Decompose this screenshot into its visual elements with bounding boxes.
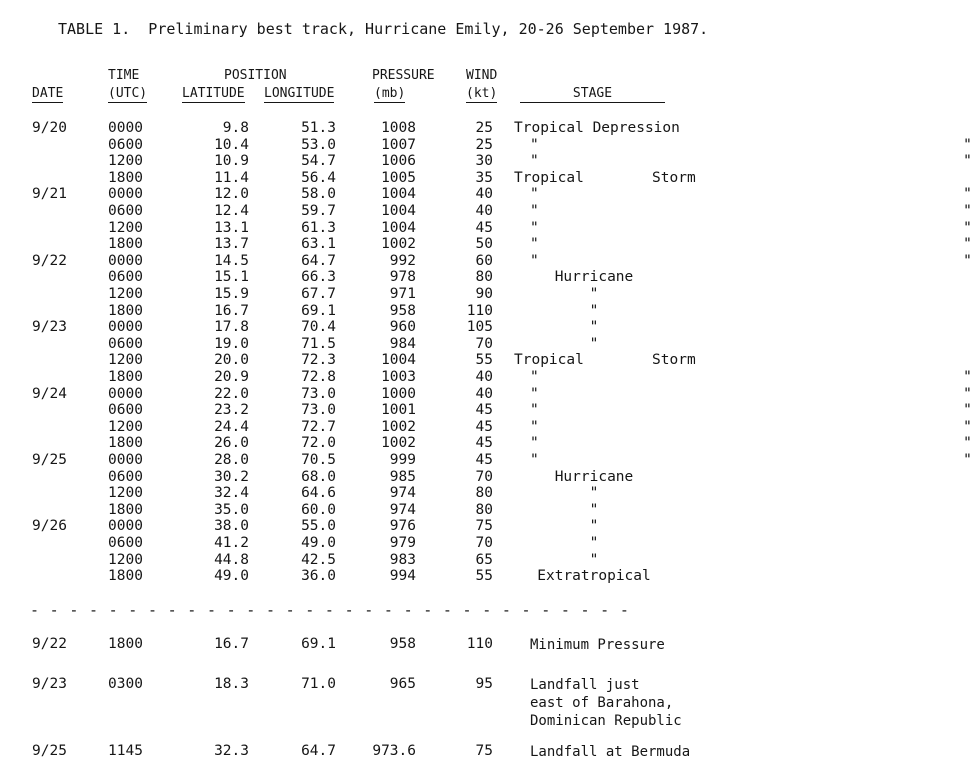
summary-pressure: 958 <box>389 636 416 652</box>
row-latitude: 30.2 <box>214 468 249 485</box>
row-stage: " " <box>530 402 972 419</box>
row-longitude: 70.4 <box>301 319 336 336</box>
summary-lon: 69.1 <box>301 636 336 652</box>
row-stage: Extratropical <box>537 568 651 585</box>
row-wind: 35 <box>475 169 493 186</box>
row-stage: " <box>589 335 599 352</box>
row-wind: 40 <box>475 385 493 402</box>
row-wind: 50 <box>475 236 493 253</box>
row-latitude: 22.0 <box>214 385 249 402</box>
row-pressure: 1002 <box>381 435 416 452</box>
row-longitude: 63.1 <box>301 236 336 253</box>
table-row <box>0 452 972 468</box>
row-stage: " " <box>530 369 972 385</box>
row-wind: 45 <box>475 418 493 435</box>
row-pressure: 976 <box>389 518 416 535</box>
row-longitude: 66.3 <box>301 269 336 286</box>
header-time-top: TIME <box>108 68 140 83</box>
row-wind: 40 <box>475 186 493 203</box>
row-time: 1800 <box>108 568 143 585</box>
table-row <box>0 286 695 301</box>
row-stage: " " <box>530 136 972 153</box>
table-row <box>0 319 695 334</box>
row-wind: 45 <box>475 402 493 419</box>
row-latitude: 14.5 <box>214 252 249 269</box>
row-wind: 90 <box>475 286 493 302</box>
summary-lat: 16.7 <box>214 636 249 652</box>
row-latitude: 10.9 <box>214 153 249 170</box>
summary-note: Minimum Pressure <box>530 637 665 653</box>
summary-row <box>0 676 695 729</box>
row-time: 0600 <box>108 269 143 286</box>
row-time: 1200 <box>108 219 143 236</box>
header-latitude: LATITUDE <box>182 86 245 101</box>
summary-date: 9/25 <box>32 743 67 759</box>
row-latitude: 19.0 <box>214 335 249 352</box>
row-stage: Hurricane <box>554 269 634 286</box>
table-title: TABLE 1. Preliminary best track, Hurricane Emily, 20-26 September 1987. <box>58 20 709 38</box>
table-row <box>0 369 972 385</box>
row-time: 0000 <box>108 319 143 336</box>
row-latitude: 11.4 <box>214 169 249 186</box>
row-wind: 110 <box>466 302 493 319</box>
row-time: 0600 <box>108 203 143 219</box>
row-longitude: 67.7 <box>301 286 336 302</box>
row-longitude: 60.0 <box>301 501 336 518</box>
table-row <box>0 469 695 484</box>
row-wind: 40 <box>475 203 493 219</box>
row-pressure: 979 <box>389 535 416 551</box>
row-stage: " <box>589 518 599 535</box>
summary-pressure: 965 <box>389 676 416 692</box>
table-row <box>0 203 972 219</box>
row-pressure: 1004 <box>381 203 416 219</box>
row-time: 1800 <box>108 236 143 253</box>
row-latitude: 20.0 <box>214 352 249 369</box>
table-row <box>0 352 695 367</box>
summary-lat: 18.3 <box>214 676 249 692</box>
header-longitude: LONGITUDE <box>264 86 335 101</box>
row-longitude: 49.0 <box>301 535 336 551</box>
row-wind: 40 <box>475 369 493 385</box>
header-stage: STAGE <box>520 86 665 103</box>
header-date: DATE <box>32 86 64 101</box>
summary-wind: 95 <box>475 676 493 692</box>
summary-note: Landfall at Bermuda <box>530 744 691 760</box>
row-longitude: 72.8 <box>301 369 336 385</box>
row-latitude: 24.4 <box>214 418 249 435</box>
table-row <box>0 535 695 550</box>
row-stage: Tropical Storm <box>514 169 696 186</box>
row-time: 1800 <box>108 435 143 452</box>
row-stage: " " <box>530 153 972 170</box>
row-latitude: 15.1 <box>214 269 249 286</box>
row-time: 1200 <box>108 551 143 568</box>
row-time: 1200 <box>108 286 143 302</box>
row-latitude: 35.0 <box>214 501 249 518</box>
row-pressure: 985 <box>389 468 416 485</box>
row-wind: 80 <box>475 501 493 518</box>
table-row <box>0 418 972 435</box>
row-latitude: 49.0 <box>214 568 249 585</box>
row-wind: 55 <box>475 352 493 369</box>
row-time: 0000 <box>108 252 143 269</box>
row-wind: 55 <box>475 568 493 585</box>
row-stage: " " <box>530 385 972 402</box>
table-row <box>0 170 695 185</box>
row-pressure: 1002 <box>381 236 416 253</box>
header-wind: WIND <box>466 68 498 83</box>
row-stage: " <box>589 485 599 502</box>
row-latitude: 12.4 <box>214 203 249 219</box>
row-latitude: 28.0 <box>214 452 249 468</box>
row-stage: " <box>589 302 599 319</box>
summary-wind: 110 <box>466 636 493 652</box>
table-row <box>0 236 972 253</box>
summary-time: 1145 <box>108 743 143 759</box>
row-pressure: 971 <box>389 286 416 302</box>
summary-row <box>0 636 695 651</box>
row-stage: Tropical Storm <box>514 352 696 369</box>
row-wind: 45 <box>475 452 493 468</box>
summary-date: 9/22 <box>32 636 67 652</box>
row-latitude: 12.0 <box>214 186 249 203</box>
row-longitude: 53.0 <box>301 136 336 153</box>
header-pressure-unit: (mb) <box>374 86 406 101</box>
row-stage: Hurricane <box>554 468 634 485</box>
row-pressure: 1000 <box>381 385 416 402</box>
table-row <box>0 435 972 452</box>
row-time: 1200 <box>108 352 143 369</box>
row-longitude: 59.7 <box>301 203 336 219</box>
row-pressure: 1004 <box>381 219 416 236</box>
row-time: 0600 <box>108 535 143 551</box>
row-time: 1200 <box>108 418 143 435</box>
row-longitude: 56.4 <box>301 169 336 186</box>
summary-lat: 32.3 <box>214 743 249 759</box>
header-pressure: PRESSURE <box>372 68 435 83</box>
row-time: 0600 <box>108 335 143 352</box>
summary-wind: 75 <box>475 743 493 759</box>
row-pressure: 978 <box>389 269 416 286</box>
row-latitude: 38.0 <box>214 518 249 535</box>
row-pressure: 1003 <box>381 369 416 385</box>
row-pressure: 1007 <box>381 136 416 153</box>
table-row <box>0 552 695 567</box>
table-row <box>0 336 695 351</box>
row-pressure: 1004 <box>381 352 416 369</box>
row-wind: 80 <box>475 269 493 286</box>
row-stage: " " <box>530 219 972 236</box>
row-latitude: 16.7 <box>214 302 249 319</box>
row-time: 0000 <box>108 452 143 468</box>
row-stage: " " <box>530 418 972 435</box>
row-latitude: 32.4 <box>214 485 249 502</box>
table-row <box>0 502 695 517</box>
row-longitude: 72.0 <box>301 435 336 452</box>
row-latitude: 17.8 <box>214 319 249 336</box>
row-latitude: 23.2 <box>214 402 249 419</box>
row-wind: 30 <box>475 153 493 170</box>
row-time: 1200 <box>108 153 143 170</box>
row-longitude: 64.7 <box>301 252 336 269</box>
row-time: 1800 <box>108 302 143 319</box>
table-row <box>0 136 972 153</box>
row-date: 9/21 <box>32 186 67 203</box>
row-longitude: 69.1 <box>301 302 336 319</box>
row-stage: " <box>589 286 599 302</box>
row-latitude: 13.1 <box>214 219 249 236</box>
row-pressure: 983 <box>389 551 416 568</box>
row-wind: 80 <box>475 485 493 502</box>
table-row <box>0 252 972 269</box>
header-time: (UTC) <box>108 86 148 101</box>
summary-time: 0300 <box>108 676 143 692</box>
row-longitude: 72.3 <box>301 352 336 369</box>
row-pressure: 1008 <box>381 120 416 136</box>
row-time: 0600 <box>108 136 143 153</box>
row-stage: " <box>589 319 599 336</box>
row-latitude: 13.7 <box>214 236 249 253</box>
table-row <box>0 485 695 500</box>
row-latitude: 41.2 <box>214 535 249 551</box>
row-latitude: 20.9 <box>214 369 249 385</box>
summary-date: 9/23 <box>32 676 67 692</box>
row-latitude: 9.8 <box>222 120 249 136</box>
row-longitude: 68.0 <box>301 468 336 485</box>
row-pressure: 1002 <box>381 418 416 435</box>
row-longitude: 54.7 <box>301 153 336 170</box>
row-longitude: 51.3 <box>301 120 336 136</box>
row-date: 9/20 <box>32 120 67 136</box>
row-date: 9/22 <box>32 252 67 269</box>
row-stage: " <box>589 501 599 518</box>
row-longitude: 64.6 <box>301 485 336 502</box>
row-longitude: 70.5 <box>301 452 336 468</box>
row-wind: 45 <box>475 219 493 236</box>
row-stage: " " <box>530 236 972 253</box>
row-pressure: 974 <box>389 485 416 502</box>
row-time: 1200 <box>108 485 143 502</box>
row-time: 0600 <box>108 402 143 419</box>
table-row <box>0 385 972 402</box>
row-longitude: 36.0 <box>301 568 336 585</box>
row-pressure: 999 <box>389 452 416 468</box>
row-time: 1800 <box>108 369 143 385</box>
separator-line: - - - - - - - - - - - - - - - - - - - - - - - - - - - - - - - <box>30 601 630 619</box>
row-longitude: 73.0 <box>301 385 336 402</box>
row-longitude: 73.0 <box>301 402 336 419</box>
header-wind-unit: (kt) <box>466 86 498 101</box>
row-longitude: 72.7 <box>301 418 336 435</box>
summary-pressure: 973.6 <box>372 743 416 759</box>
table-row <box>0 402 972 419</box>
row-date: 9/24 <box>32 385 67 402</box>
row-stage: " " <box>530 186 972 203</box>
table-row <box>0 120 695 135</box>
row-stage: " " <box>530 452 972 468</box>
row-time: 1800 <box>108 169 143 186</box>
row-stage: " <box>589 535 599 551</box>
summary-time: 1800 <box>108 636 143 652</box>
row-pressure: 994 <box>389 568 416 585</box>
row-stage: " " <box>530 203 972 219</box>
row-pressure: 960 <box>389 319 416 336</box>
row-wind: 70 <box>475 535 493 551</box>
row-time: 0000 <box>108 186 143 203</box>
row-stage: " <box>589 551 599 568</box>
row-wind: 75 <box>475 518 493 535</box>
row-wind: 60 <box>475 252 493 269</box>
table-row <box>0 219 972 236</box>
row-time: 0000 <box>108 518 143 535</box>
row-time: 1800 <box>108 501 143 518</box>
row-latitude: 15.9 <box>214 286 249 302</box>
row-pressure: 1001 <box>381 402 416 419</box>
row-date: 9/23 <box>32 319 67 336</box>
row-wind: 65 <box>475 551 493 568</box>
row-date: 9/26 <box>32 518 67 535</box>
row-pressure: 1005 <box>381 169 416 186</box>
row-time: 0000 <box>108 385 143 402</box>
row-wind: 105 <box>466 319 493 336</box>
row-longitude: 61.3 <box>301 219 336 236</box>
row-longitude: 71.5 <box>301 335 336 352</box>
row-stage: " " <box>530 252 972 269</box>
row-pressure: 984 <box>389 335 416 352</box>
row-longitude: 55.0 <box>301 518 336 535</box>
row-pressure: 1004 <box>381 186 416 203</box>
row-latitude: 44.8 <box>214 551 249 568</box>
row-latitude: 26.0 <box>214 435 249 452</box>
table-row <box>0 518 695 533</box>
table-row <box>0 186 972 203</box>
table-row <box>0 303 695 318</box>
row-stage: Tropical Depression <box>514 120 680 136</box>
summary-row <box>0 743 695 758</box>
table-row <box>0 153 972 170</box>
row-pressure: 974 <box>389 501 416 518</box>
row-wind: 70 <box>475 335 493 352</box>
table-row <box>0 269 695 284</box>
row-latitude: 10.4 <box>214 136 249 153</box>
row-longitude: 42.5 <box>301 551 336 568</box>
row-pressure: 1006 <box>381 153 416 170</box>
header-position: POSITION <box>224 68 287 83</box>
row-pressure: 958 <box>389 302 416 319</box>
row-wind: 45 <box>475 435 493 452</box>
row-time: 0000 <box>108 120 143 136</box>
row-time: 0600 <box>108 468 143 485</box>
table-row <box>0 568 695 583</box>
row-wind: 70 <box>475 468 493 485</box>
row-longitude: 58.0 <box>301 186 336 203</box>
summary-lon: 71.0 <box>301 676 336 692</box>
summary-note: Landfall just east of Barahona, Dominican Republic <box>530 677 682 729</box>
summary-lon: 64.7 <box>301 743 336 759</box>
row-pressure: 992 <box>389 252 416 269</box>
row-wind: 25 <box>475 136 493 153</box>
row-wind: 25 <box>475 120 493 136</box>
row-date: 9/25 <box>32 452 67 468</box>
row-stage: " " <box>530 435 972 452</box>
